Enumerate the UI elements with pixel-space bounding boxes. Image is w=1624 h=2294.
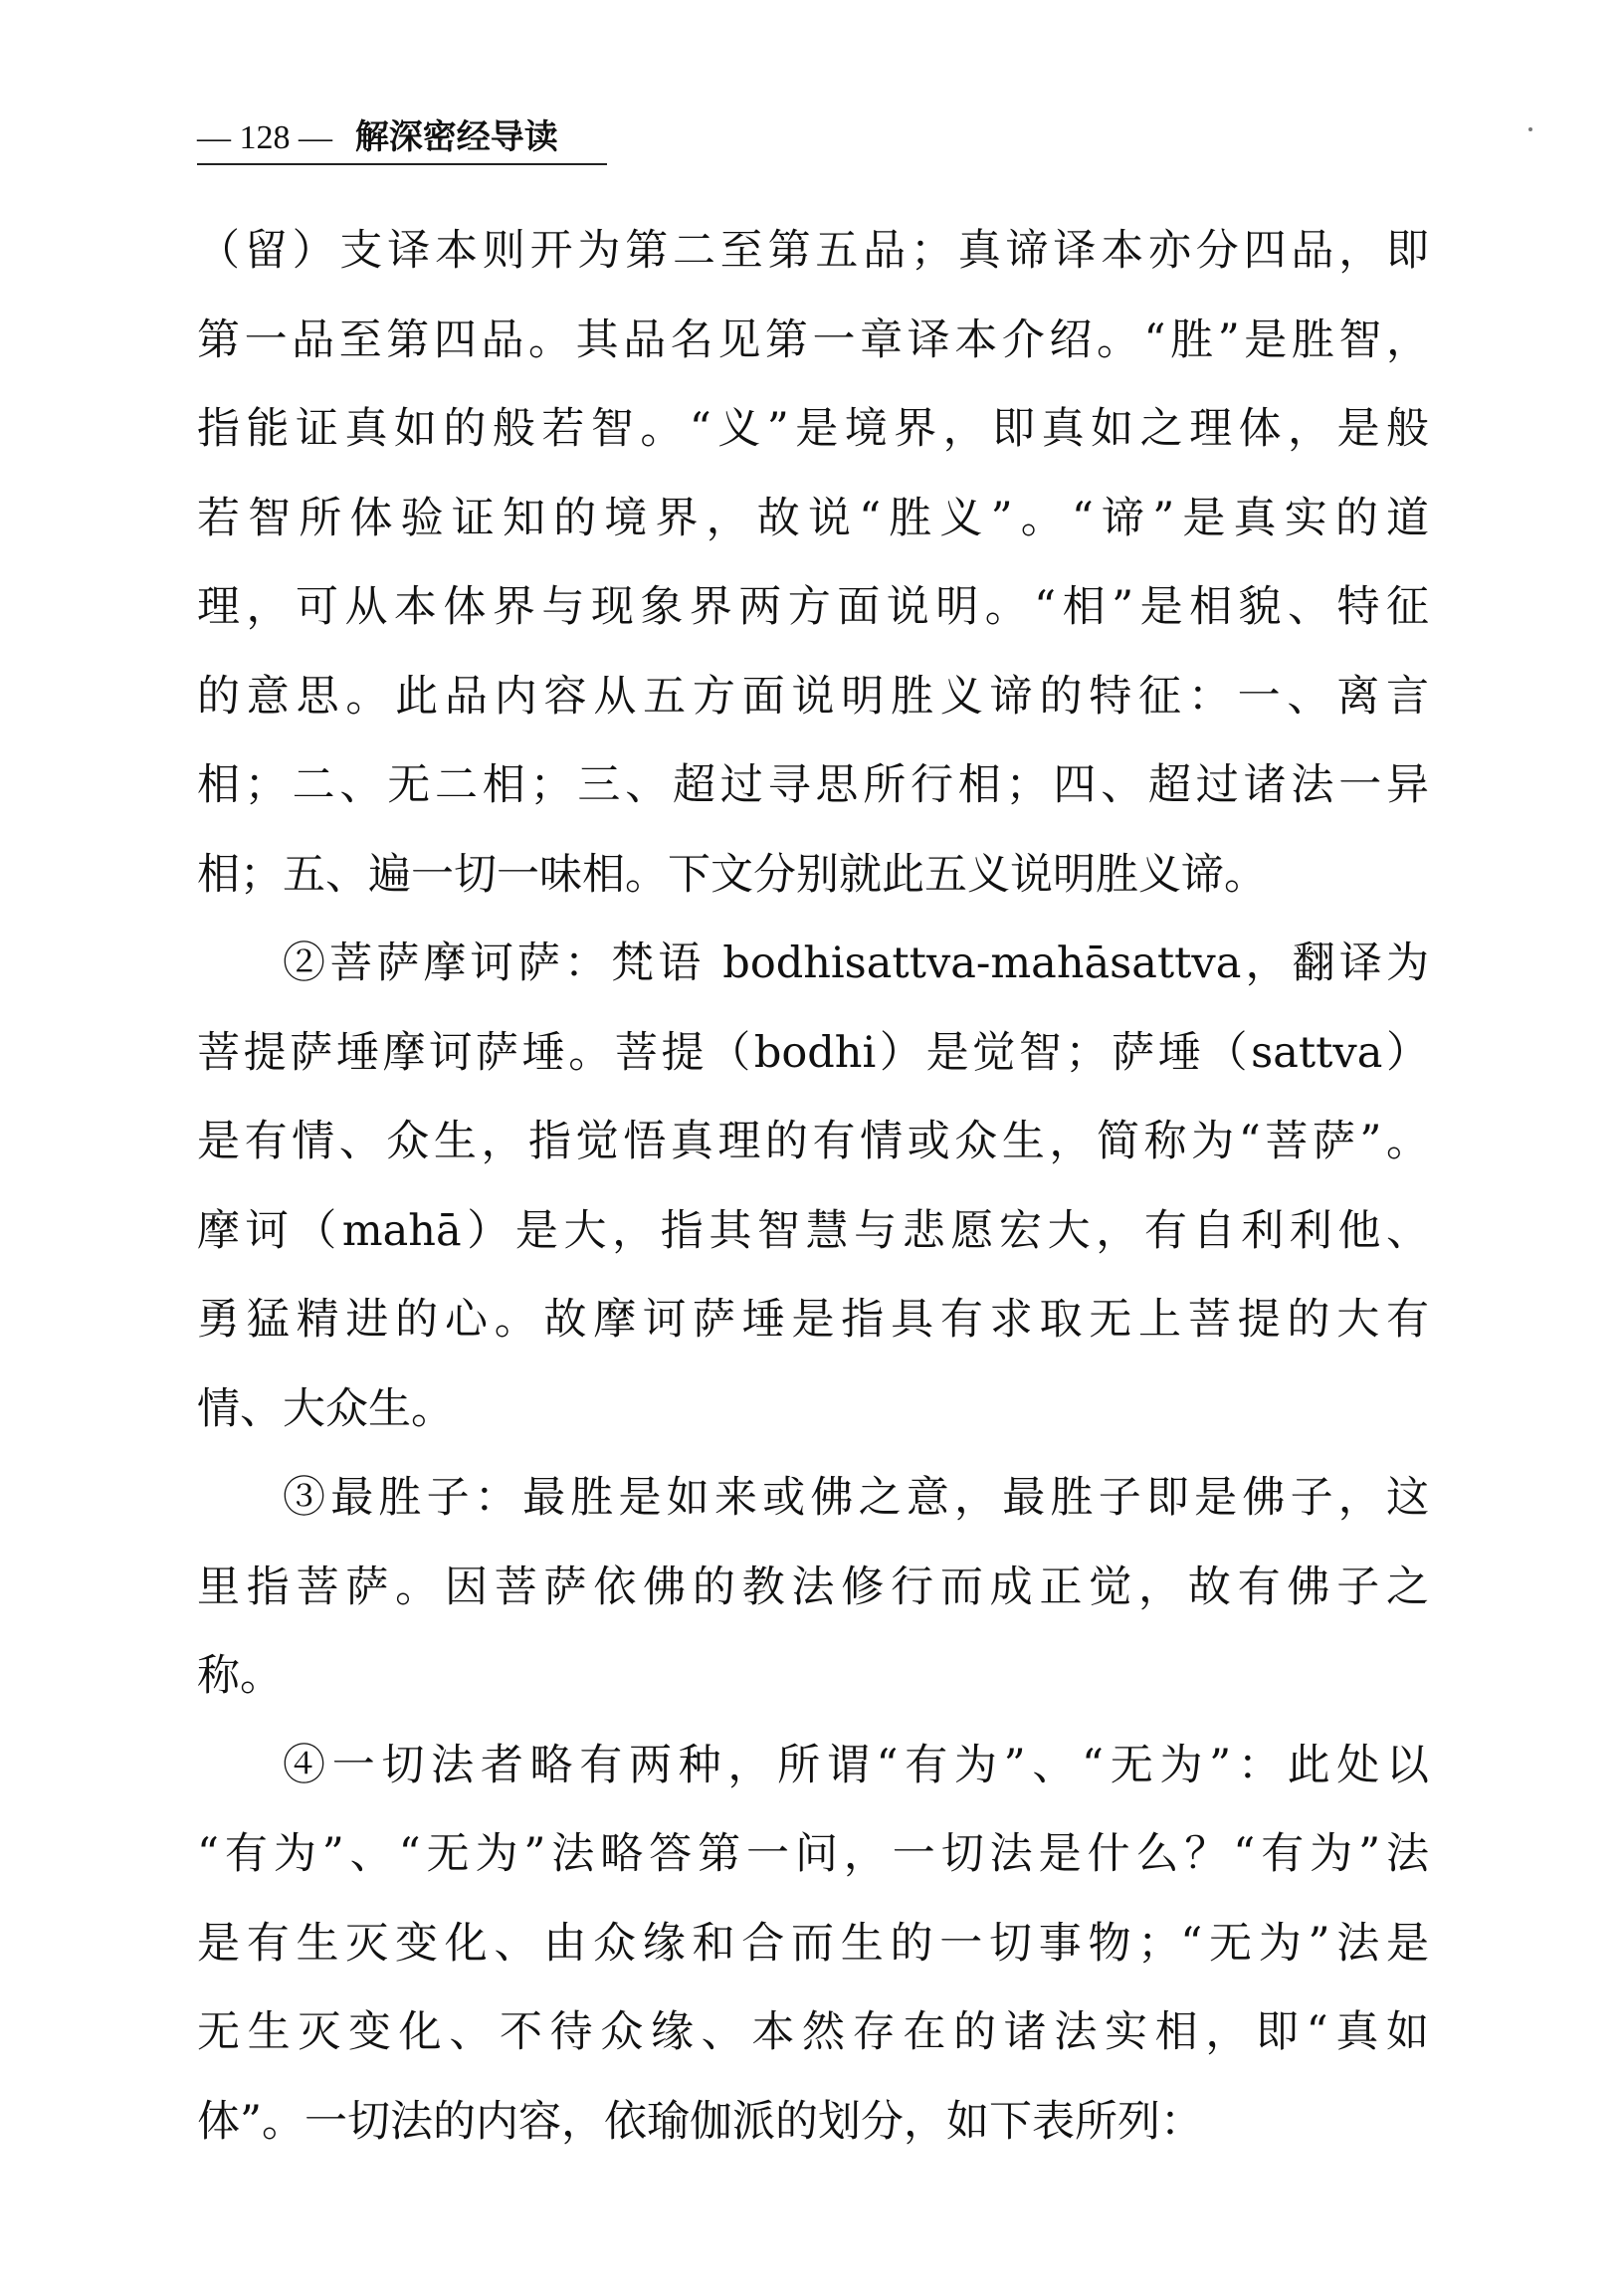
text-line: 若智所体验证知的境界，故说“胜义”。“谛”是真实的道 — [197, 493, 1429, 543]
text-line: 里指菩萨。因菩萨依佛的教法修行而成正觉，故有佛子之 — [197, 1562, 1429, 1612]
text-line: 的意思。此品内容从五方面说明胜义谛的特征：一、离言 — [197, 671, 1429, 722]
scan-speck — [1528, 127, 1532, 131]
note-2-start: ②菩萨摩诃萨：梵语 bodhisattva-mahāsattva，翻译为 — [283, 938, 1429, 988]
book-title: 解深密经导读 — [354, 117, 558, 157]
text-line: 菩提萨埵摩诃萨埵。菩提（bodhi）是觉智；萨埵（sattva） — [197, 1027, 1429, 1078]
text-line: 相；五、遍一切一味相。下文分别就此五义说明胜义谛。 — [197, 849, 1267, 900]
text-line: “有为”、“无为”法略答第一问，一切法是什么？“有为”法 — [197, 1829, 1429, 1879]
text-line: 理，可从本体界与现象界两方面说明。“相”是相貌、特征 — [197, 582, 1429, 632]
page-number: — 128 — — [197, 119, 332, 156]
text-line: 是有情、众生，指觉悟真理的有情或众生，简称为“菩萨”。 — [197, 1117, 1429, 1166]
text-line: 是有生灭变化、由众缘和合而生的一切事物；“无为”法是 — [197, 1918, 1429, 1969]
text-line: 指能证真如的般若智。“义”是境界，即真如之理体，是般 — [197, 404, 1429, 454]
text-line: 情、大众生。 — [197, 1383, 454, 1434]
text-line: 第一品至第四品。其品名见第一章译本介绍。“胜”是胜智， — [197, 314, 1429, 365]
body-text — [197, 207, 1429, 2167]
text-line: 无生灭变化、不待众缘、本然存在的诸法实相，即“真如 — [197, 2007, 1429, 2057]
text-line: 相；二、无二相；三、超过寻思所行相；四、超过诸法一异 — [197, 760, 1429, 810]
text-line: 称。 — [197, 1651, 283, 1701]
text-line: （留）支译本则开为第二至第五品；真谛译本亦分四品，即 — [197, 226, 1429, 276]
text-line: 体”。一切法的内容，依瑜伽派的划分，如下表所列： — [197, 2096, 1203, 2147]
note-4-start: ④一切法者略有两种，所谓“有为”、“无为”：此处以 — [283, 1740, 1429, 1790]
note-3-start: ③最胜子：最胜是如来或佛之意，最胜子即是佛子，这 — [283, 1473, 1429, 1523]
running-header — [197, 111, 607, 165]
text-line: 勇猛精进的心。故摩诃萨埵是指具有求取无上菩提的大有 — [197, 1295, 1429, 1345]
text-line: 摩诃（mahā）是大，指其智慧与悲愿宏大，有自利利他、 — [197, 1205, 1429, 1256]
